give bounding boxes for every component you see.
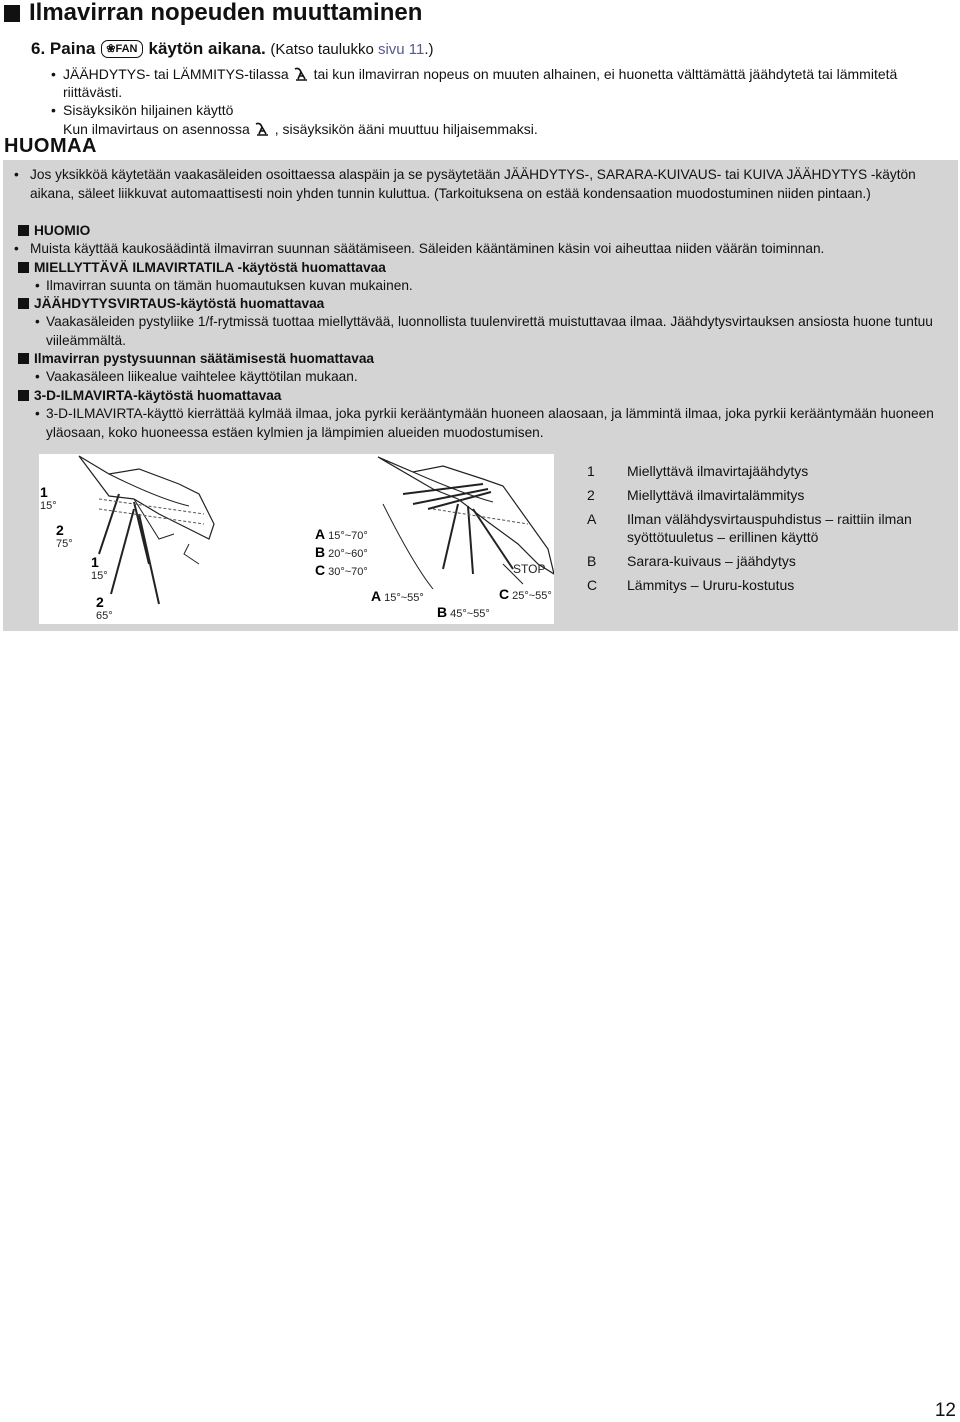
stop-label: STOP bbox=[513, 562, 546, 576]
section-square-icon bbox=[18, 225, 29, 236]
note-heading: JÄÄHDYTYSVIRTAUS-käytöstä huomattavaa bbox=[18, 295, 324, 314]
note-text: • Vaakasäleen liikealue vaihtelee käyttötilan mukaan. bbox=[35, 369, 358, 384]
note-text: • Muista käyttää kaukosäädintä ilmavirran suunnan säätämiseen. Säleiden kääntäminen käsin voi aiheuttaa niiden väärän toiminnan. bbox=[14, 241, 825, 256]
step-press: Paina bbox=[49, 39, 96, 58]
angle-label: 1 15° bbox=[40, 484, 57, 512]
note-text: • Ilmavirran suunta on tämän huomautuksen kuvan mukainen. bbox=[35, 278, 413, 293]
range-labels: A 15°~70° B 20°~60° C 30°~70° bbox=[315, 526, 368, 578]
angle-label: A 15°~55° bbox=[371, 588, 424, 604]
angle-label: 1 15° bbox=[91, 554, 108, 582]
step-6 bbox=[31, 38, 434, 61]
page-title: Ilmavirran nopeuden muuttaminen bbox=[4, 0, 422, 26]
quiet-airflow-icon bbox=[254, 121, 271, 138]
note-text: • Vaakasäleiden pystyliike 1/f-rytmissä tuottaa miellyttävää, luonnollista tuulenvirettä muistuttavaa ilmaa. Jäähdytysvirtauksen ansiosta huone tuntuu viileämmältä. bbox=[35, 314, 933, 348]
note-heading: Ilmavirran pystysuunnan säätämisestä huomattavaa bbox=[18, 350, 374, 369]
angle-label: C 25°~55° bbox=[499, 586, 552, 602]
angle-label: 2 65° bbox=[96, 594, 113, 622]
note-heading: MIELLYTTÄVÄ ILMAVIRTATILA -käytöstä huomattavaa bbox=[18, 259, 386, 278]
section-square-icon bbox=[18, 390, 29, 401]
note-heading: HUOMIO bbox=[18, 222, 90, 241]
note-intro: • Jos yksikköä käytetään vaakasäleiden osoittaessa alaspäin ja se pysäytetään JÄÄHDYTYS-, SARARA-KUIVAUS- tai KUIVA JÄÄHDYTYS -käytön aikana, säleet liikkuvat automaattisesti noin yhden tunnin kuluttua. (Tarkoituksena on estää kondensaation muodostuminen niiden pintaan.) bbox=[14, 167, 916, 201]
bullet-item: • Sisäyksikön hiljainen käyttö Kun ilmavirtaus on asennossa , sisäyksikön ääni muuttuu hiljaisemmaksi. bbox=[51, 102, 538, 137]
section-square-icon bbox=[18, 298, 29, 309]
step-after: käytön aikana. bbox=[148, 39, 266, 58]
page-number: 12 bbox=[934, 1400, 956, 1421]
note-heading: 3-D-ILMAVIRTA-käytöstä huomattavaa bbox=[18, 387, 281, 406]
page-link[interactable]: sivu 11 bbox=[377, 41, 425, 58]
step-number: 6. bbox=[31, 39, 46, 58]
heading-square-icon bbox=[4, 5, 20, 22]
note-title: HUOMAA bbox=[4, 135, 97, 157]
quiet-airflow-icon bbox=[293, 66, 310, 83]
section-square-icon bbox=[18, 262, 29, 273]
section-square-icon bbox=[18, 353, 29, 364]
angle-label: 2 75° bbox=[56, 522, 73, 550]
airflow-diagram-right bbox=[373, 454, 554, 624]
angle-label: B 45°~55° bbox=[437, 604, 490, 620]
note-text: • 3-D-ILMAVIRTA-käyttö kierrättää kylmää ilmaa, joka pyrkii kerääntymään huoneen alaosaan, ja lämmintä ilmaa, joka pyrkii kerääntymään huoneen yläosaan, koko huoneessa estäen kylmien ja lämpimien alueiden muodostumisen. bbox=[35, 406, 934, 440]
fan-button-icon: ❀FAN bbox=[101, 40, 142, 58]
bullet-item: • JÄÄHDYTYS- tai LÄMMITYS-tilassa tai kun ilmavirran nopeus on muuten alhainen, ei huonetta välttämättä jäähdytetä tai lämmitetä riittävästi. bbox=[51, 66, 898, 100]
airflow-diagram-left bbox=[39, 454, 373, 624]
step-ref: (Katso taulukko sivu 11.) bbox=[270, 41, 434, 58]
